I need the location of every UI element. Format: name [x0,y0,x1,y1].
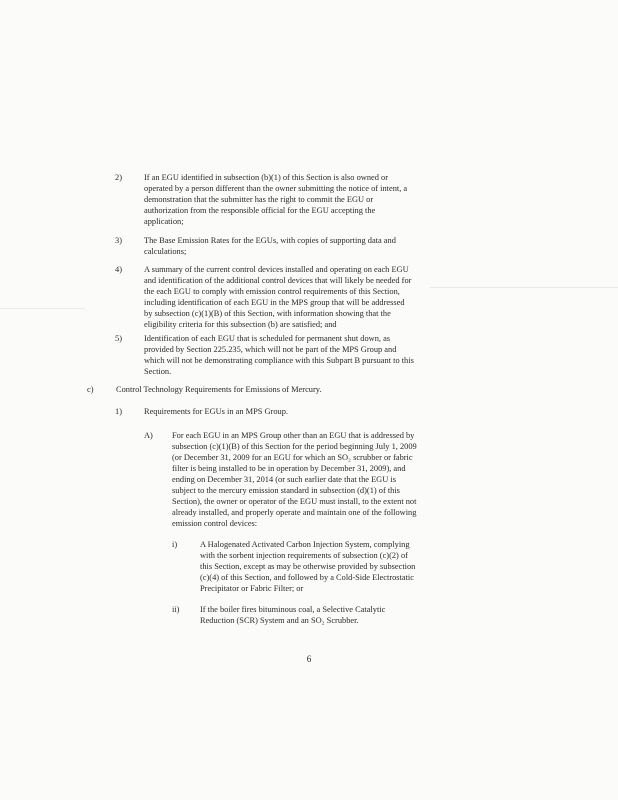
item-text: A summary of the current control devices installed and operating on each EGU and identification of the additional control devices that will likely be needed for the each EGU to comply with emission control requirements of this Section, including identification of each EGU in the MPS group that will be addressed by subsection (c)(1)(B) of this Section, with information showing that the eligibility criteria for this subsection (b) are satisfied; and [144,265,412,329]
subheading-text: Requirements for EGUs in an MPS Group. [144,407,288,416]
item-text: The Base Emission Rates for the EGUs, with copies of supporting data and calculations; [144,236,396,256]
item-text: For each EGU in an MPS Group other than an EGU that is addressed by subsection (c)(1)(B) of this Section for the period beginning July 1, 2009 (or December 31, 2009 for an EGU for which an SO₂ scrubber or fabric filter is being installed to be in operation by December 31, 2009), and ending on December 31, 2014 (or such earlier date that the EGU is subject to the mercury emission standard in subsection (d)(1) of this Section), the owner or operator of the EGU must install, to the extent not already installed, and properly operate and maintain one of the following emission control devices: [172,431,417,528]
item-number: ii) [172,605,180,614]
item-number: c) [87,385,94,394]
item-number: 1) [115,407,122,416]
item-text: Identification of each EGU that is scheduled for permanent shut down, as provided by Section 225.235, which will not be part of the MPS Group and which will not be demonstrating compliance with this Subpart B pursuant to this Section. [144,334,414,376]
item-number: 4) [115,265,122,274]
scan-artifact-line [0,308,85,309]
scan-artifact-line [430,287,618,288]
item-text: If the boiler fires bituminous coal, a Selective Catalytic Reduction (SCR) System and an SO₂ Scrubber. [200,605,386,625]
item-number: A) [144,431,153,440]
item-number: 2) [115,173,122,182]
item-text: A Halogenated Activated Carbon Injection System, complying with the sorbent injection requirements of subsection (c)(2) of this Section, except as may be otherwise provided by subsection (c)(4) of this Section, and followed by a Cold-Side Electrostatic Precipitator or Fabric Filter; or [200,540,416,593]
item-number: 5) [115,334,122,343]
page-number: 6 [306,654,312,664]
item-text: If an EGU identified in subsection (b)(1) of this Section is also owned or operated by a person different than the owner submitting the notice of intent, a demonstration that the submitter has the right to commit the EGU or authorization from the responsible official for the EGU accepting the application; [144,173,408,226]
item-number: 3) [115,236,122,245]
item-number: i) [172,540,178,549]
section-heading-text: Control Technology Requirements for Emissions of Mercury. [116,385,322,394]
